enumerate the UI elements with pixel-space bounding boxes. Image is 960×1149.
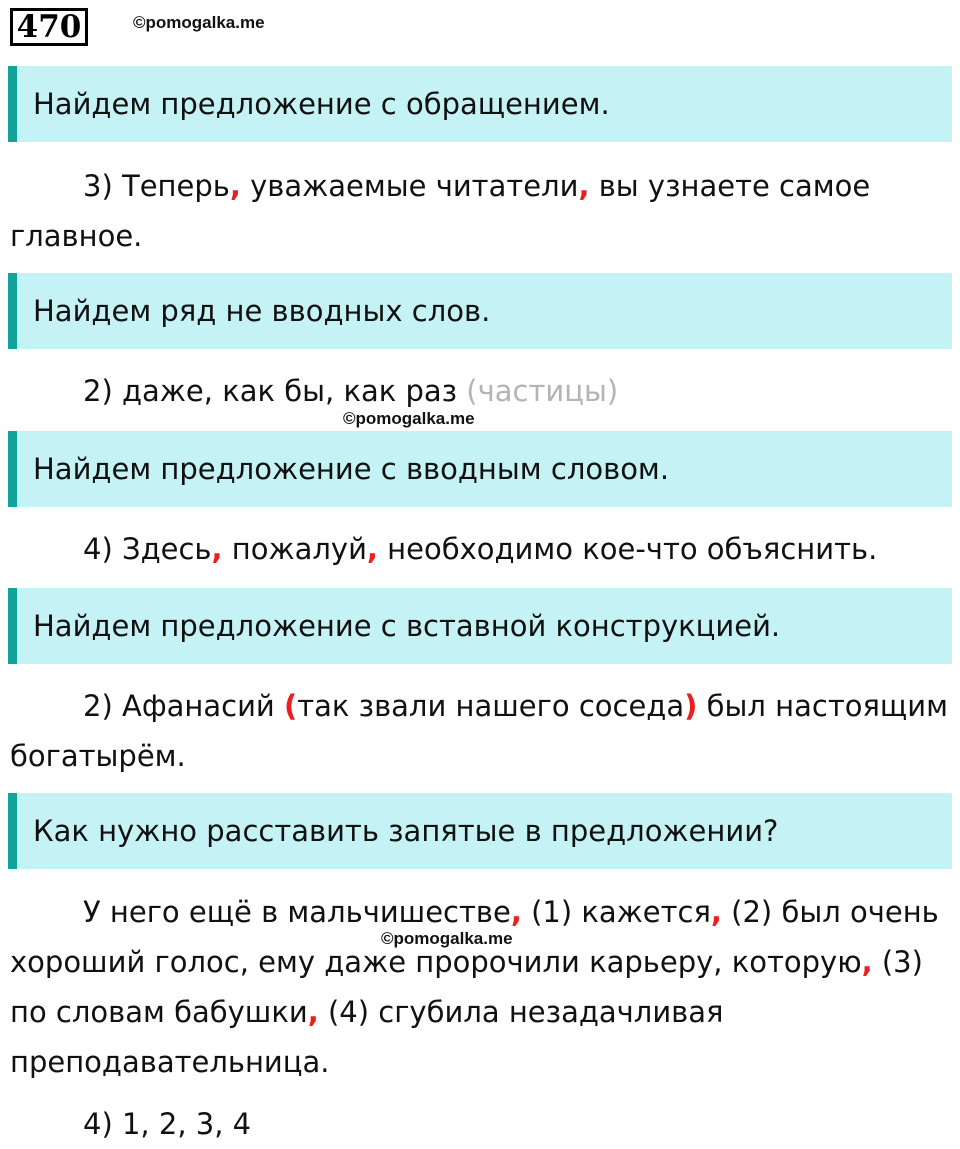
watermark-mid-1: ©pomogalka.me: [343, 409, 475, 428]
answer-4: 2) Афанасий (так звали нашего соседа) был настоящим богатырём.: [10, 689, 948, 773]
answer-3: 4) Здесь, пожалуй, необходимо кое-что объяснить.: [83, 532, 878, 566]
punctuation-mark: ,: [211, 532, 223, 566]
task-band-1: Найдем предложение с обращением.: [8, 66, 952, 142]
task-band-4: Найдем предложение с вставной конструкцией.: [8, 588, 952, 664]
punctuation-mark: ,: [710, 895, 722, 929]
punctuation-mark: ,: [578, 169, 590, 203]
exercise-number: 470: [10, 8, 88, 46]
watermark-top: ©pomogalka.me: [133, 13, 265, 32]
punctuation-mark: ): [684, 689, 698, 723]
watermark-mid-2: ©pomogalka.me: [381, 929, 513, 948]
answer-5-result: 4) 1, 2, 3, 4: [83, 1107, 252, 1141]
punctuation-mark: (: [283, 689, 298, 723]
punctuation-mark: ,: [307, 995, 319, 1029]
task-band-3: Найдем предложение с вводным словом.: [8, 431, 952, 507]
punctuation-mark: ,: [366, 532, 378, 566]
answer-5: У него ещё в мальчишестве, (1) кажется, (2) был очень хороший голос, ему даже пророчили карьеру, которую, (3) по словам бабушки, (4) сгубила незадачливая преподавательница.: [10, 895, 939, 1079]
task-band-5: Как нужно расставить запятые в предложении?: [8, 793, 952, 869]
task-band-2: Найдем ряд не вводных слов.: [8, 273, 952, 349]
punctuation-mark: ,: [510, 895, 522, 929]
punctuation-mark: ,: [861, 945, 873, 979]
answer-2: 2) даже, как бы, как раз (частицы): [83, 374, 619, 408]
answer-note: (частицы): [466, 374, 619, 408]
answer-1: 3) Теперь, уважаемые читатели, вы узнаете самое главное.: [10, 169, 871, 253]
punctuation-mark: ,: [229, 169, 241, 203]
